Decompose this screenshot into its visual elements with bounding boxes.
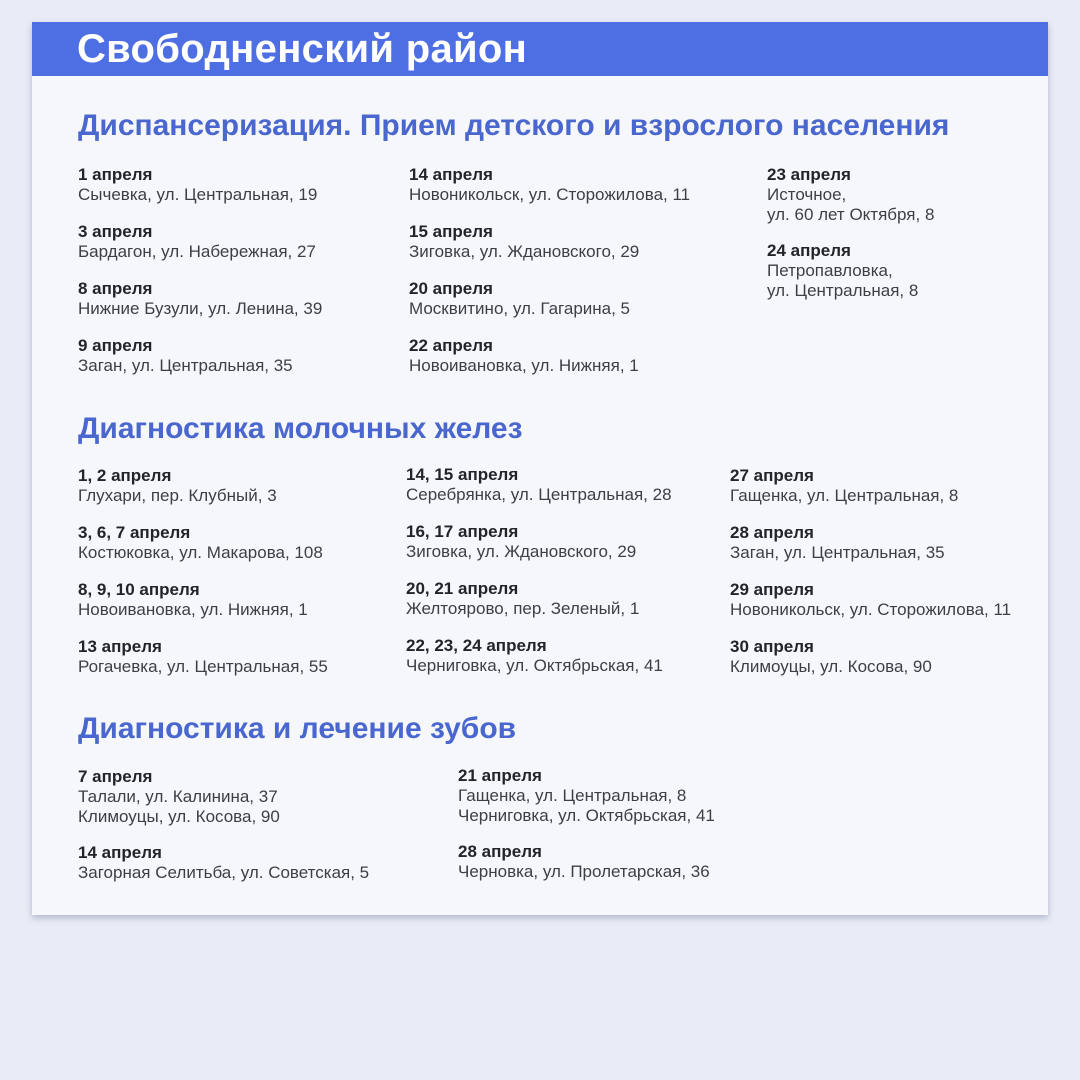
entry-date: 24 апреля [767,241,851,260]
schedule-entry [730,637,932,677]
schedule-entry [409,336,639,376]
entry-date: 20, 21 апреля [406,579,519,598]
schedule-entry [409,222,639,262]
section-title-dental: Диагностика и лечение зубов [78,712,517,745]
entry-date: 30 апреля [730,637,814,656]
schedule-entry [78,523,323,563]
entry-date: 7 апреля [78,767,153,786]
entry-date: 22, 23, 24 апреля [406,636,547,655]
entry-date: 16, 17 апреля [406,522,519,541]
schedule-entry [409,165,690,205]
entry-date: 23 апреля [767,165,851,184]
schedule-entry [78,279,322,319]
entry-date: 28 апреля [730,523,814,542]
entry-address: ул. Центральная, 8 [767,281,919,300]
entry-address: Петропавловка, [767,261,893,280]
entry-address: Заган, ул. Центральная, 35 [730,543,945,562]
entry-address: ул. 60 лет Октября, 8 [767,205,935,224]
entry-address: Гащенка, ул. Центральная, 8 [730,486,959,505]
entry-address: Серебрянка, ул. Центральная, 28 [406,485,672,504]
schedule-entry [767,241,918,301]
entry-address: Новоникольск, ул. Сторожилова, 11 [730,600,1012,619]
entry-date: 1, 2 апреля [78,466,172,485]
schedule-entry [458,842,710,882]
schedule-entry [78,637,328,677]
entry-date: 15 апреля [409,222,493,241]
entry-address: Талали, ул. Калинина, 37 [78,787,278,806]
schedule-entry [406,579,639,619]
entry-date: 14 апреля [78,843,162,862]
entry-date: 1 апреля [78,165,153,184]
entry-date: 14 апреля [409,165,493,184]
entry-date: 14, 15 апреля [406,465,519,484]
entry-address: Черниговка, ул. Октябрьская, 41 [458,806,715,825]
schedule-entry [458,766,715,826]
entry-address: Новоникольск, ул. Сторожилова, 11 [409,185,691,204]
entry-date: 29 апреля [730,580,814,599]
entry-date: 20 апреля [409,279,493,298]
schedule-entry [406,636,663,676]
schedule-entry [409,279,630,319]
entry-address: Бардагон, ул. Набережная, 27 [78,242,316,261]
schedule-entry [78,466,277,506]
entry-address: Новоивановка, ул. Нижняя, 1 [409,356,639,375]
entry-address: Источное, [767,185,847,204]
entry-address: Сычевка, ул. Центральная, 19 [78,185,318,204]
entry-date: 9 апреля [78,336,153,355]
entry-address: Гащенка, ул. Центральная, 8 [458,786,687,805]
schedule-entry [730,523,945,563]
entry-date: 8, 9, 10 апреля [78,580,200,599]
entry-address: Рогачевка, ул. Центральная, 55 [78,657,328,676]
entry-address: Зиговка, ул. Ждановского, 29 [406,542,637,561]
schedule-entry [767,165,934,225]
section-title-mammary: Диагностика молочных желез [78,412,523,445]
entry-address: Зиговка, ул. Ждановского, 29 [409,242,640,261]
schedule-entry [406,465,672,505]
entry-date: 8 апреля [78,279,153,298]
entry-address: Новоивановка, ул. Нижняя, 1 [78,600,308,619]
entry-date: 28 апреля [458,842,542,861]
entry-address: Костюковка, ул. Макарова, 108 [78,543,323,562]
entry-address: Климоуцы, ул. Косова, 90 [730,657,932,676]
schedule-entry [406,522,636,562]
entry-date: 27 апреля [730,466,814,485]
entry-date: 22 апреля [409,336,493,355]
entry-address: Черновка, ул. Пролетарская, 36 [458,862,710,881]
entry-date: 13 апреля [78,637,162,656]
entry-address: Москвитино, ул. Гагарина, 5 [409,299,631,318]
schedule-entry [78,222,316,262]
page-title: Свободненский район [77,27,528,71]
entry-date: 21 апреля [458,766,542,785]
section-title-dispensary: Диспансеризация. Прием детского и взрослого населения [78,109,950,142]
entry-address: Заган, ул. Центральная, 35 [78,356,293,375]
schedule-entry [78,767,280,827]
schedule-entry [78,843,369,883]
schedule-entry [730,466,958,506]
schedule-entry [78,580,308,620]
schedule-entry [78,165,317,205]
entry-address: Загорная Селитьба, ул. Советская, 5 [78,863,370,882]
entry-address: Глухари, пер. Клубный, 3 [78,486,277,505]
entry-date: 3, 6, 7 апреля [78,523,191,542]
entry-date: 3 апреля [78,222,153,241]
entry-address: Нижние Бузули, ул. Ленина, 39 [78,299,323,318]
schedule-entry [730,580,1011,620]
entry-address: Желтоярово, пер. Зеленый, 1 [406,599,640,618]
header-banner [32,22,1048,76]
schedule-entry [78,336,293,376]
entry-address: Черниговка, ул. Октябрьская, 41 [406,656,663,675]
entry-address: Климоуцы, ул. Косова, 90 [78,807,280,826]
schedule-card [32,22,1048,915]
